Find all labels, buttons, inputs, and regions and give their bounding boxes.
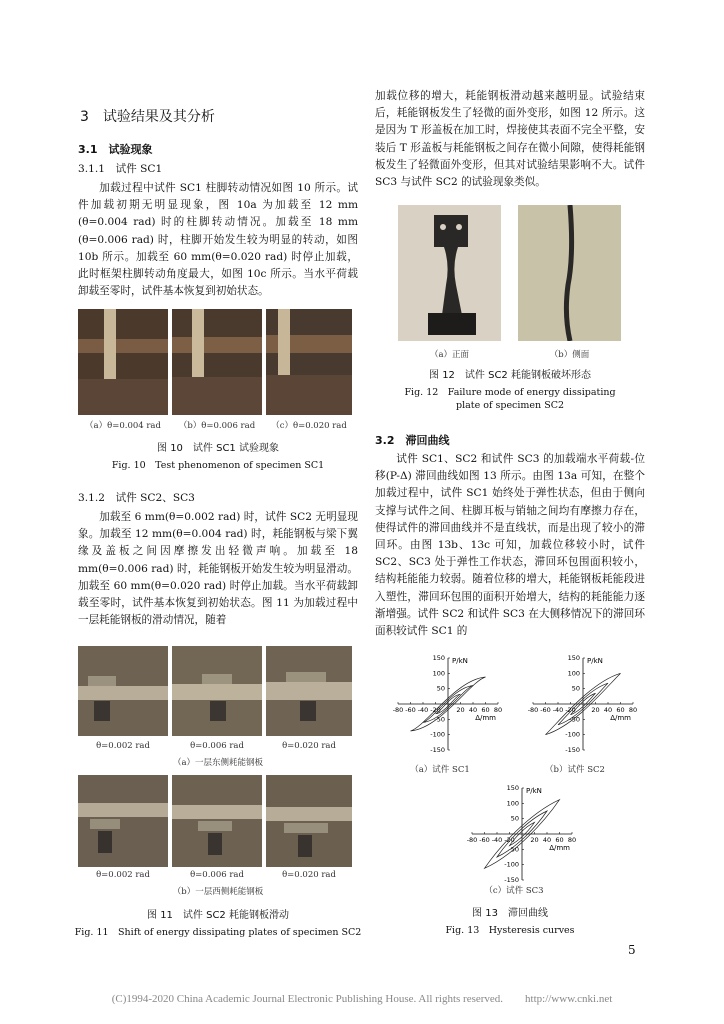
copyright-footer: (C)1994-2020 China Academic Journal Electronic Publishing House. All rights reserved. http://www.cnki.net	[111, 993, 613, 1005]
x-tick-label: -80	[527, 706, 539, 714]
fig11b-sublabel: （b）一层西侧耗能钢板	[172, 887, 264, 897]
fig10c-photo	[266, 309, 352, 415]
x-tick-label: 40	[542, 836, 552, 844]
y-axis-label: P/kN	[452, 657, 468, 665]
y-tick-label: 150	[432, 654, 445, 662]
x-tick-label: -60	[479, 836, 490, 844]
y-tick-label: -150	[504, 876, 519, 884]
x-tick-label: 80	[567, 836, 577, 844]
x-tick-label: -80	[466, 836, 478, 844]
y-tick-label: -50	[508, 845, 519, 854]
fig12a-label: （a）正面	[429, 350, 470, 360]
x-tick-label: -60	[540, 706, 551, 714]
fig11b-photo-3	[266, 775, 352, 867]
y-tick-label: -100	[430, 730, 445, 739]
x-tick-label: -20	[430, 706, 441, 714]
y-tick-label: -150	[565, 746, 580, 754]
x-tick-label: -60	[405, 706, 416, 714]
fig11b-photo-1	[78, 775, 168, 867]
fig10a-label: （a）θ=0.004 rad	[85, 421, 161, 431]
fig10c-label: （c）θ=0.020 rad	[271, 421, 347, 431]
fig12b-photo	[518, 205, 621, 341]
x-tick-label: -20	[565, 706, 576, 714]
x-axis-label: Δ/mm	[475, 714, 496, 722]
y-tick-label: 150	[506, 784, 519, 792]
fig12-caption-cn: 图 12 试件 SC2 耗能钢板破坏形态	[429, 370, 591, 381]
y-tick-label: 100	[432, 669, 445, 678]
hysteresis-chart-sc1	[370, 650, 510, 760]
fig11a-label-1: θ=0.002 rad	[96, 741, 150, 751]
fig11a-photo-2	[172, 646, 262, 736]
fig10-caption-cn: 图 10 试件 SC1 试验现象	[157, 443, 279, 454]
fig10b-label: （b）θ=0.006 rad	[178, 421, 256, 431]
fig11a-label-3: θ=0.020 rad	[282, 741, 336, 751]
y-tick-label: -150	[430, 746, 445, 754]
x-axis-label: Δ/mm	[549, 844, 570, 852]
subsection-heading-3-2: 3.2 滞回曲线	[375, 434, 450, 447]
y-tick-label: -50	[569, 715, 580, 724]
fig11a-photo-1	[78, 646, 168, 736]
y-tick-label: -100	[504, 860, 519, 869]
y-tick-label: 100	[567, 669, 580, 678]
y-tick-label: 50	[510, 814, 519, 823]
fig12-caption-en-1: Fig. 12 Failure mode of energy dissipating	[404, 387, 616, 398]
x-tick-label: 20	[456, 706, 465, 714]
fig13a-label: （a）试件 SC1	[410, 765, 470, 775]
fig11-caption-cn: 图 11 试件 SC2 耗能钢板滑动	[147, 910, 289, 921]
page-number: 5	[628, 943, 636, 957]
x-tick-label: -40	[491, 836, 503, 844]
x-tick-label: 80	[628, 706, 638, 714]
fig11a-sublabel: （a）一层东侧耗能钢板	[172, 758, 264, 768]
fig11b-label-1: θ=0.002 rad	[96, 870, 150, 880]
y-tick-label: -100	[565, 730, 580, 739]
fig12-caption-en-2: plate of specimen SC2	[455, 400, 565, 411]
section-heading: 3 试验结果及其分析	[80, 109, 215, 125]
fig13b-label: （b）试件 SC2	[545, 765, 605, 775]
paragraph-3: 加载位移的增大，耗能钢板滑动越来越明显。试验结束后，耗能钢板发生了轻微的面外变形，如图 12 所示。这是因为 T 形盖板在加工时，焊接使其表面不完全平整，安装后 T 形盖板与耗能钢板之间存在微小间隙，使得耗能钢板发生了轻微面外变形，但其对试验结果影响不大。试件 SC3 与试件 SC2 的试验现象类似。	[375, 90, 645, 189]
subsection-heading-3-1: 3.1 试验现象	[78, 143, 153, 156]
fig11b-label-3: θ=0.020 rad	[282, 870, 336, 880]
x-tick-label: 20	[591, 706, 600, 714]
fig11a-photo-3	[266, 646, 352, 736]
fig13-caption-cn: 图 13 滞回曲线	[472, 908, 548, 919]
x-tick-label: 40	[603, 706, 613, 714]
subsection-heading-3-1-1: 3.1.1 试件 SC1	[78, 163, 163, 175]
fig12b-label: （b）侧面	[549, 350, 590, 360]
hysteresis-chart-sc3	[444, 780, 584, 890]
x-tick-label: 60	[555, 836, 564, 844]
paragraph-2: 加载至 6 mm(θ=0.002 rad) 时，试件 SC2 无明显现象。加载至 12 mm(θ=0.004 rad) 时，耗能钢板与梁下翼缘及盖板之间因摩擦发出轻微声响。加载至 18 mm(θ=0.006 rad) 时，耗能钢板开始发生较为明显滑动。加载至 60 mm(θ=0.020 rad) 时停止加载。当水平荷载卸载至零时，试件基本恢复到初始状态。图 11 为加载过程中一层耗能钢板的滑动情况，随着	[78, 511, 358, 627]
x-tick-label: -20	[504, 836, 515, 844]
fig12a-photo	[398, 205, 501, 341]
y-axis-label: P/kN	[526, 787, 542, 795]
fig10b-photo	[172, 309, 262, 415]
fig11b-photo-2	[172, 775, 262, 867]
fig11-caption-en: Fig. 11 Shift of energy dissipating plates of specimen SC2	[74, 927, 362, 938]
x-tick-label: 20	[530, 836, 539, 844]
x-axis-label: Δ/mm	[610, 714, 631, 722]
y-tick-label: -50	[434, 715, 445, 724]
y-tick-label: 50	[436, 684, 445, 693]
x-tick-label: 60	[616, 706, 625, 714]
x-tick-label: 40	[468, 706, 478, 714]
x-tick-label: 80	[493, 706, 503, 714]
fig10a-photo	[78, 309, 168, 415]
x-tick-label: -80	[392, 706, 404, 714]
subsection-heading-3-1-2: 3.1.2 试件 SC2、SC3	[78, 492, 195, 504]
paragraph-1: 加载过程中试件 SC1 柱脚转动情况如图 10 所示。试件加载初期无明显现象，图 10a 为加载至 12 mm (θ=0.004 rad) 时的柱脚转动情况。加载至 18 mm (θ=0.006 rad) 时，柱脚开始发生较为明显的转动，如图 10b 所示。加载至 60 mm(θ=0.020 rad) 时停止加载，此时框架柱脚转动角度最大，如图 10c 所示。当水平荷载卸载至零时，试件基本恢复到初始状态。	[78, 182, 358, 298]
x-tick-label: -40	[552, 706, 564, 714]
fig11b-label-2: θ=0.006 rad	[190, 870, 244, 880]
y-tick-label: 150	[567, 654, 580, 662]
fig13c-label: （c）试件 SC3	[484, 886, 544, 896]
fig13-caption-en: Fig. 13 Hysteresis curves	[445, 925, 575, 936]
fig10-caption-en: Fig. 10 Test phenomenon of specimen SC1	[111, 460, 325, 471]
y-axis-label: P/kN	[587, 657, 603, 665]
fig11a-label-2: θ=0.006 rad	[190, 741, 244, 751]
hysteresis-chart-sc2	[505, 650, 645, 760]
paragraph-4: 试件 SC1、SC2 和试件 SC3 的加载端水平荷载-位移(P-Δ) 滞回曲线如图 13 所示。由图 13a 可知，在整个加载过程中，试件 SC1 始终处于弹性状态，但由于侧向支撑与试件之间、柱脚耳板与销轴之间均有摩擦力存在，使得试件的滞回曲线并不是直线状，而是出现了较小的滞回环。由图 13b、13c 可知，加载位移较小时，试件 SC2、SC3 处于弹性工作状态，滞回环包围面积较小，结构耗能能力较弱。随着位移的增大，耗能钢板耗能段进入塑性，滞回环包围的面积开始增大，结构的耗能能力逐渐增强。试件 SC2 和试件 SC3 在大侧移情况下的滞回环面积较试件 SC1 的	[375, 453, 645, 638]
x-tick-label: -40	[417, 706, 429, 714]
y-tick-label: 100	[506, 799, 519, 808]
y-tick-label: 50	[571, 684, 580, 693]
x-tick-label: 60	[481, 706, 490, 714]
